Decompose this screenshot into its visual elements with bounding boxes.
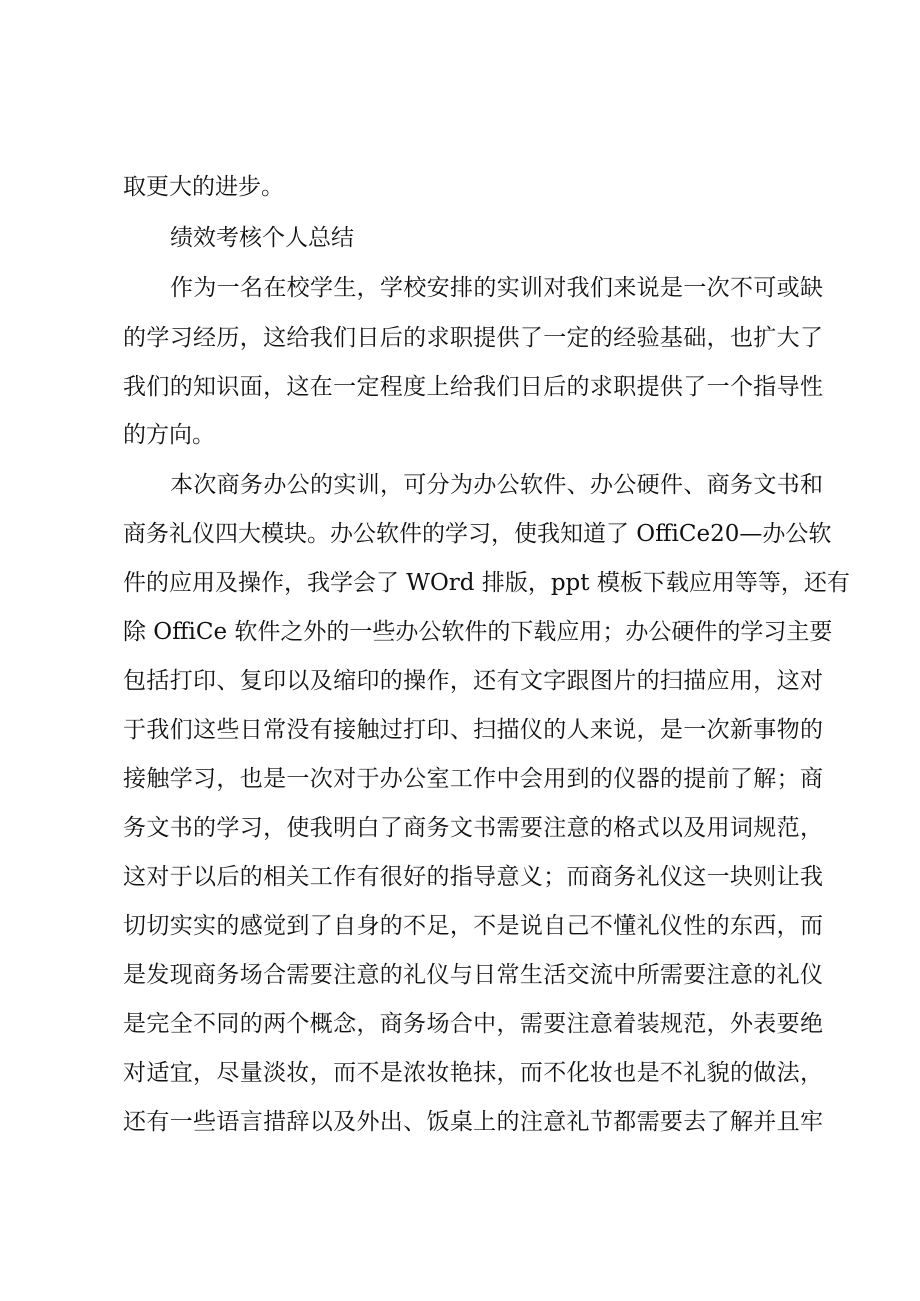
text-line: 是完全不同的两个概念，商务场合中，需要注意着装规范，外表要绝 xyxy=(123,1011,823,1037)
text-line: 包括打印、复印以及缩印的操作，还有文字跟图片的扫描应用，这对 xyxy=(123,668,823,694)
text-line: 切切实实的感觉到了自身的不足，不是说自己不懂礼仪性的东西，而 xyxy=(123,913,823,939)
section-heading: 绩效考核个人总结 xyxy=(170,225,354,251)
text-line: 商务礼仪四大模块。办公软件的学习，使我知道了 OffiCe20—办公软 xyxy=(123,521,832,547)
text-line: 接触学习，也是一次对于办公室工作中会用到的仪器的提前了解；商 xyxy=(123,766,823,792)
text-line: 我们的知识面，这在一定程度上给我们日后的求职提供了一个指导性 xyxy=(123,374,823,400)
text-line: 的学习经历，这给我们日后的求职提供了一定的经验基础，也扩大了 xyxy=(123,325,823,351)
text-line: 对适宜，尽量淡妆，而不是浓妆艳抹，而不化妆也是不礼貌的做法， xyxy=(123,1060,823,1086)
text-line: 件的应用及操作，我学会了 WOrd 排版，ppt 模板下载应用等等，还有 xyxy=(123,570,850,596)
text-line: 本次商务办公的实训，可分为办公软件、办公硬件、商务文书和 xyxy=(170,472,823,498)
text-line: 这对于以后的相关工作有很好的指导意义；而商务礼仪这一块则让我 xyxy=(123,864,823,890)
text-line: 取更大的进步。 xyxy=(123,174,284,200)
text-line: 于我们这些日常没有接触过打印、扫描仪的人来说，是一次新事物的 xyxy=(123,717,823,743)
text-line: 务文书的学习，使我明白了商务文书需要注意的格式以及用词规范， xyxy=(123,815,823,841)
text-line: 还有一些语言措辞以及外出、饭桌上的注意礼节都需要去了解并且牢 xyxy=(123,1109,823,1135)
text-line: 作为一名在校学生，学校安排的实训对我们来说是一次不可或缺 xyxy=(170,275,823,301)
text-line: 是发现商务场合需要注意的礼仪与日常生活交流中所需要注意的礼仪 xyxy=(123,962,823,988)
text-line: 的方向。 xyxy=(123,422,215,448)
text-line: 除 OffiCe 软件之外的一些办公软件的下载应用；办公硬件的学习主要 xyxy=(123,619,833,645)
